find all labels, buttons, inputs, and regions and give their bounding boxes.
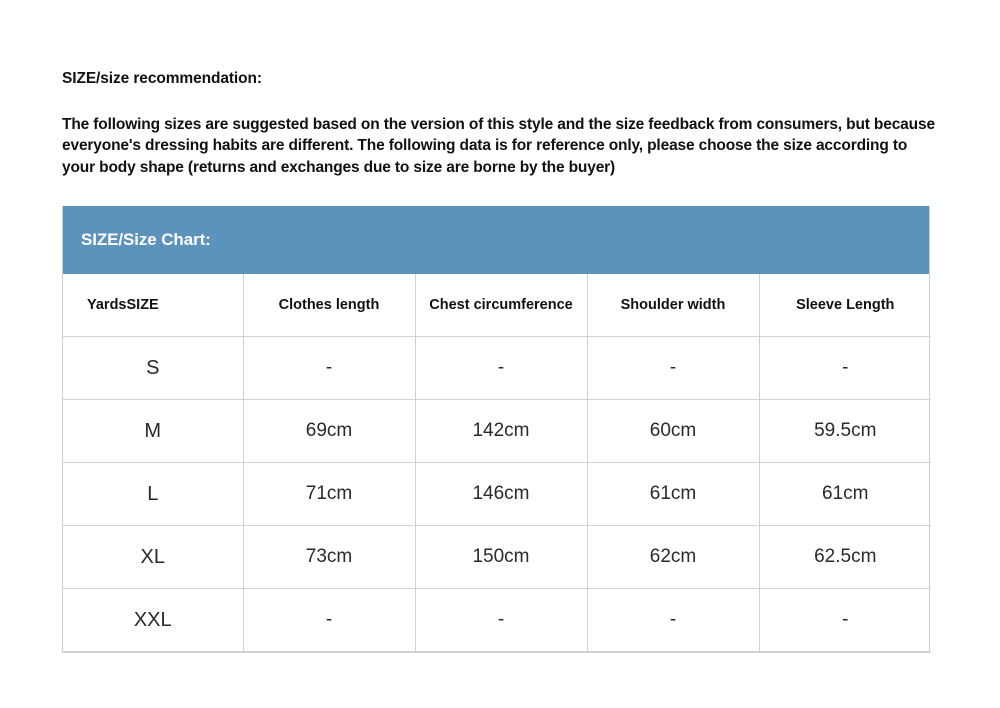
cell-clothes-length: 73cm xyxy=(243,526,415,589)
cell-clothes-length: - xyxy=(243,337,415,400)
cell-chest: - xyxy=(415,337,587,400)
size-recommendation-text: The following sizes are suggested based on the version of this style and the size feedback from consumers, but because everyone's dressing habits are different. The following data is for reference only, please choose the size according to your body shape (returns and exchanges due to size are borne by the buyer) xyxy=(62,116,935,176)
cell-size: M xyxy=(63,400,243,463)
cell-shoulder: 61cm xyxy=(587,463,759,526)
column-header-clothes-length: Clothes length xyxy=(243,274,415,337)
table-row xyxy=(63,337,931,400)
cell-sleeve: 59.5cm xyxy=(759,400,931,463)
cell-size: L xyxy=(63,463,243,526)
cell-clothes-length: 69cm xyxy=(243,400,415,463)
cell-size: XXL xyxy=(63,589,243,652)
column-header-yards-size: YardsSIZE xyxy=(63,274,243,337)
cell-sleeve: 62.5cm xyxy=(759,526,931,589)
cell-clothes-length: 71cm xyxy=(243,463,415,526)
cell-size: S xyxy=(63,337,243,400)
table-header-row xyxy=(63,274,931,337)
size-chart-container xyxy=(62,206,930,653)
column-header-shoulder-width: Shoulder width xyxy=(587,274,759,337)
cell-chest: 146cm xyxy=(415,463,587,526)
table-header xyxy=(63,274,931,337)
table-row xyxy=(63,589,931,652)
table-row xyxy=(63,526,931,589)
cell-sleeve: 61cm xyxy=(759,463,931,526)
page-title: SIZE/size recommendation: xyxy=(62,70,262,87)
column-header-chest-circumference: Chest circumference xyxy=(415,274,587,337)
cell-shoulder: 60cm xyxy=(587,400,759,463)
cell-size: XL xyxy=(63,526,243,589)
cell-sleeve: - xyxy=(759,337,931,400)
cell-sleeve: - xyxy=(759,589,931,652)
cell-chest: 142cm xyxy=(415,400,587,463)
table-body xyxy=(63,337,931,652)
column-header-sleeve-length: Sleeve Length xyxy=(759,274,931,337)
cell-shoulder: - xyxy=(587,337,759,400)
size-chart-title: SIZE/Size Chart: xyxy=(63,206,929,274)
cell-clothes-length: - xyxy=(243,589,415,652)
cell-shoulder: 62cm xyxy=(587,526,759,589)
cell-chest: 150cm xyxy=(415,526,587,589)
table-row xyxy=(63,400,931,463)
cell-shoulder: - xyxy=(587,589,759,652)
table-row xyxy=(63,463,931,526)
cell-chest: - xyxy=(415,589,587,652)
size-chart-table xyxy=(63,274,931,652)
